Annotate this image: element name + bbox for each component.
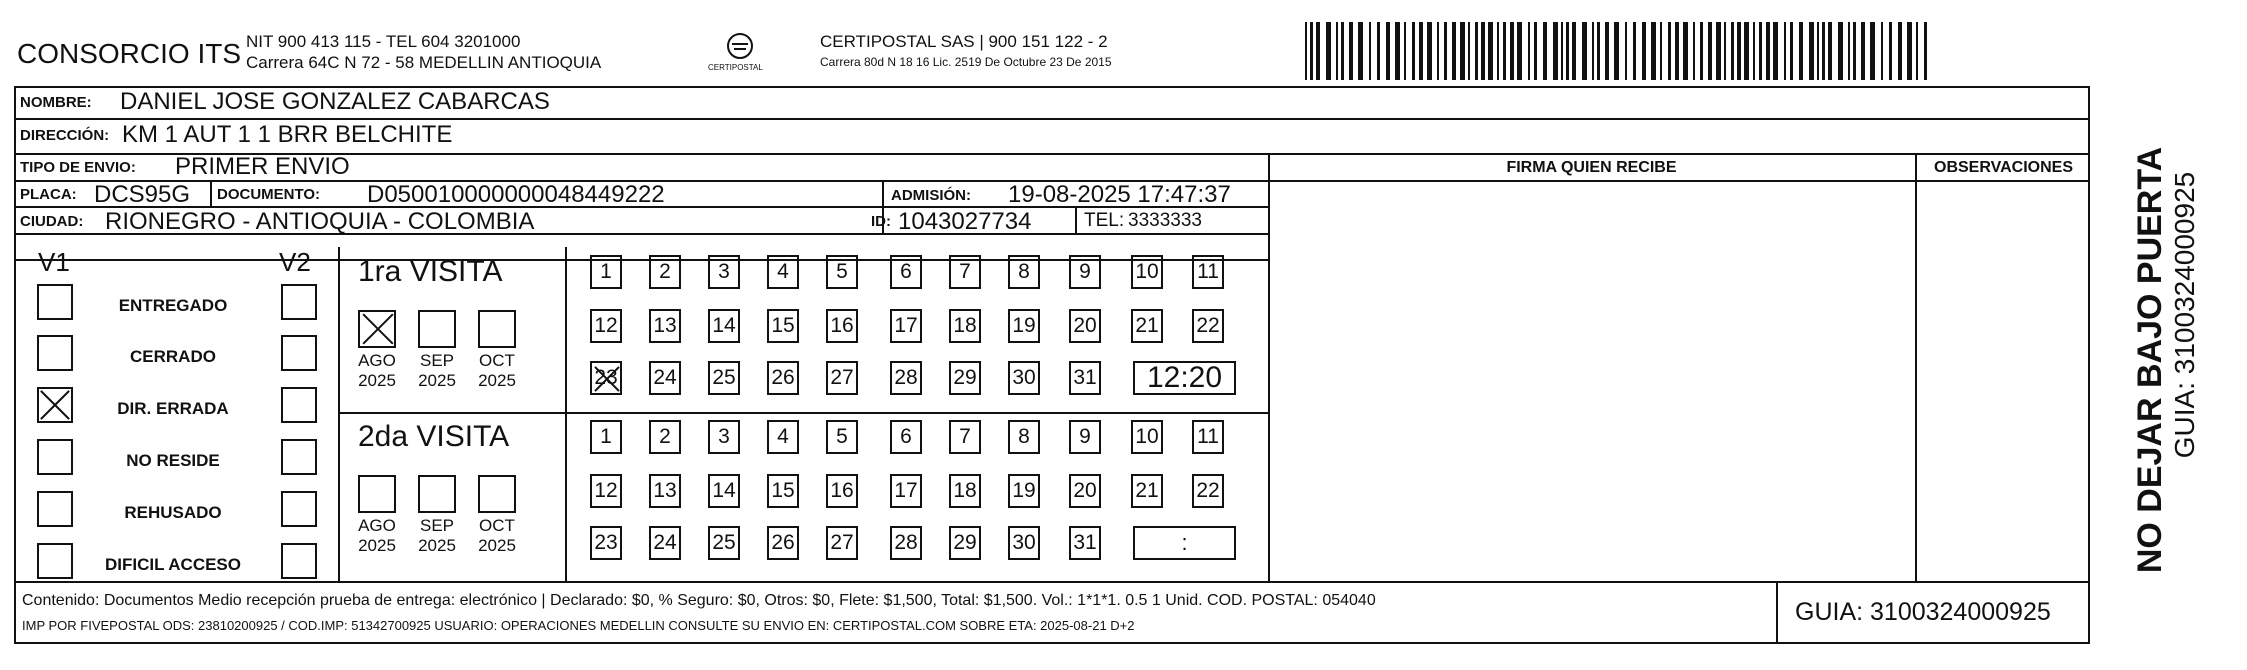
barcode-bar [1822,22,1825,80]
barcode-bar [1766,22,1770,80]
barcode-bar [1737,22,1741,80]
barcode-bar [1817,22,1819,80]
visit-day-box[interactable]: 14 [708,474,740,508]
visit-day-box[interactable]: 18 [949,474,981,508]
barcode-bar [1861,22,1865,80]
visit-day-box[interactable]: 7 [949,255,981,289]
id-label: ID: [871,213,891,230]
visit-day-box[interactable]: 18 [949,309,981,343]
side-guia: GUIA: 3100324000925 [2169,171,2200,459]
month-year: 2025 [478,371,516,390]
visit-day-box[interactable]: 1 [590,255,622,289]
visit-day-box[interactable]: 27 [826,361,858,395]
footer-imp: IMP POR FIVEPOSTAL ODS: 23810200925 / COD.IMP: 51342700925 USUARIO: OPERACIONES MEDELLIN CONSULTE SU ENVIO EN: CERTIPOSTAL.COM SOBRE ETA: 2025-08-21 D+2 [22,618,1135,633]
barcode-bar [1828,22,1832,80]
visit-day-box[interactable]: 5 [826,420,858,454]
status-label: DIFICIL ACCESO [104,555,241,574]
visit-day-box[interactable]: 15 [767,474,799,508]
visit-month-label [413,351,461,391]
barcode-bar [1412,22,1415,80]
visit-day-box[interactable]: 1 [590,420,622,454]
visit-day-box[interactable]: 28 [890,361,922,395]
barcode-bar [1784,22,1786,80]
visit-day-box[interactable]: 23 [590,361,622,395]
visit-day-box[interactable]: 29 [949,361,981,395]
visit-day-box[interactable]: 31 [1069,361,1101,395]
visit-day-box[interactable]: 21 [1131,474,1163,508]
visit-day-box[interactable]: 3 [708,255,740,289]
barcode-bar [1597,22,1600,80]
visit-day-box[interactable]: 11 [1192,255,1224,289]
visit-day-box[interactable]: 15 [767,309,799,343]
barcode-bar [1744,22,1749,80]
visit-day-box[interactable]: 22 [1192,309,1224,343]
visit-day-box[interactable]: 11 [1192,420,1224,454]
visit-day-box[interactable]: 19 [1008,474,1040,508]
barcode-bar [1336,22,1338,80]
status-label: NO RESIDE [126,451,220,470]
observaciones-header: OBSERVACIONES [1934,159,2073,176]
admision-value: 19-08-2025 17:47:37 [1008,181,1231,208]
documento-label: DOCUMENTO: [217,186,321,203]
barcode-bar [1809,22,1814,80]
visit-day-box[interactable]: 26 [767,526,799,560]
month-name: SEP [419,351,455,370]
barcode-bar [1898,22,1902,80]
barcode-bar [1907,22,1912,80]
visit-day-box[interactable]: 12 [590,309,622,343]
barcode-bar [1481,22,1485,80]
barcode-bar [1341,22,1344,80]
barcode-bar [1395,22,1400,80]
visit-month-checkbox[interactable] [358,310,396,348]
barcode-bar [1924,22,1927,80]
month-year: 2025 [358,371,396,390]
visit-month-label [473,516,521,556]
status-label: ENTREGADO [118,296,228,315]
visit-day-box[interactable]: 10 [1131,420,1163,454]
v2-label: V2 [279,247,311,277]
visit-title: 1ra VISITA [358,255,503,288]
admision-label: ADMISIÓN: [891,187,971,204]
visit-day-box[interactable]: 9 [1069,420,1101,454]
barcode-bar [1881,22,1883,80]
month-year: 2025 [358,536,396,555]
month-name: AGO [358,351,396,370]
visit-month-label [353,516,401,556]
tel-value: 3333333 [1128,210,1202,231]
barcode-bar [1660,22,1662,80]
status-v1-checkbox[interactable] [37,543,73,579]
barcode-bar [1437,22,1439,80]
barcode-bar [1753,22,1755,80]
status-label: REHUSADO [124,503,222,522]
visit-day-box[interactable]: 25 [708,526,740,560]
visit-day-box[interactable]: 2 [649,255,681,289]
barcode-bar [1517,22,1522,80]
visit-month-checkbox[interactable] [478,475,516,513]
barcode-bar [1460,22,1465,80]
month-name: OCT [479,351,515,370]
barcode-bar [1614,22,1619,80]
visit-day-box[interactable]: 3 [708,420,740,454]
visit-day-box[interactable]: 16 [826,474,858,508]
month-year: 2025 [418,371,456,390]
company-nit: NIT 900 413 115 - TEL 604 3201000 [246,32,521,51]
visit-day-box[interactable]: 6 [890,255,922,289]
visit-day-box[interactable]: 27 [826,526,858,560]
visit-day-box[interactable]: 23 [590,526,622,560]
visit-month-checkbox[interactable] [418,475,456,513]
visit-day-box[interactable]: 17 [890,309,922,343]
visit-day-box[interactable]: 7 [949,420,981,454]
month-year: 2025 [418,536,456,555]
barcode-bar [1773,22,1778,80]
certipostal-logo [700,28,780,80]
visit-day-box[interactable]: 2 [649,420,681,454]
barcode-bar [1870,22,1875,80]
status-v2-checkbox[interactable] [281,335,317,371]
visit-month-checkbox[interactable] [478,310,516,348]
visit-day-box[interactable]: 19 [1008,309,1040,343]
side-no-dejar: NO DEJAR BAJO PUERTA [2131,146,2169,574]
visit-time-box[interactable]: : [1133,526,1236,560]
visit-day-box[interactable]: 5 [826,255,858,289]
barcode-bar [1731,22,1734,80]
barcode-bar [1693,22,1695,80]
visit-day-box[interactable]: 12 [590,474,622,508]
barcode-bar [1369,22,1371,80]
certipostal-info: CERTIPOSTAL SAS | 900 151 122 - 2 [820,32,1108,51]
barcode-bar [1326,22,1331,80]
status-v1-checkbox[interactable] [37,284,73,320]
barcode-bar [1358,22,1363,80]
barcode-bar [1444,22,1447,80]
visit-time-box[interactable]: 12:20 [1133,361,1236,395]
status-v1-checkbox[interactable] [37,439,73,475]
visit-day-box[interactable]: 21 [1131,309,1163,343]
visit-day-box[interactable]: 31 [1069,526,1101,560]
month-name: SEP [419,516,455,535]
footer-contenido: Contenido: Documentos Medio recepción prueba de entrega: electrónico | Declarado: $0, % Seguro: $0, Otros: $0, Flete: $1,500, Total: $1,500. Vol.: 1*1*1. 0.5 1 Unid. COD. POSTAL: 054040 [22,592,1376,609]
barcode-bar [1853,22,1856,80]
month-year: 2025 [478,536,516,555]
barcode-bar [1700,22,1703,80]
barcode-bar [1572,22,1576,80]
tel-label: TEL: [1084,210,1125,231]
barcode-bar [1468,22,1470,80]
visit-day-box[interactable]: 13 [649,474,681,508]
visit-day-box[interactable]: 10 [1131,255,1163,289]
status-v2-checkbox[interactable] [281,543,317,579]
visit-day-box[interactable]: 20 [1069,309,1101,343]
status-v2-checkbox[interactable] [281,439,317,475]
visit-day-box[interactable]: 4 [767,255,799,289]
placa-label: PLACA: [20,186,77,203]
barcode-bar [1310,22,1313,80]
visit-day-box[interactable]: 25 [708,361,740,395]
barcode-bar [1419,22,1423,80]
visit-month-label [473,351,521,391]
direccion-value: KM 1 AUT 1 1 BRR BELCHITE [122,121,453,148]
visit-day-box[interactable]: 20 [1069,474,1101,508]
barcode-bar [1386,22,1390,80]
barcode-bar [1377,22,1380,80]
barcode-bar [1582,22,1587,80]
month-name: AGO [358,516,396,535]
placa-value: DCS95G [94,181,191,208]
status-v1-checkbox[interactable] [37,491,73,527]
visit-month-label [413,516,461,556]
barcode-bar [1316,22,1320,80]
visit-month-checkbox[interactable] [418,310,456,348]
visit-day-box[interactable]: 30 [1008,361,1040,395]
barcode-bar [1427,22,1432,80]
barcode-bar [1675,22,1679,80]
visit-day-box[interactable]: 29 [949,526,981,560]
tipo-envio-value: PRIMER ENVIO [175,153,350,180]
footer-guia: GUIA: 3100324000925 [1795,598,2051,626]
visit-month-label [353,351,401,391]
visit-day-box[interactable]: 17 [890,474,922,508]
visit-day-box[interactable]: 24 [649,526,681,560]
status-v2-checkbox[interactable] [281,387,317,423]
barcode [1305,22,1933,80]
barcode-bar [1790,22,1793,80]
ciudad-label: CIUDAD: [20,213,84,230]
barcode-bar [1553,22,1558,80]
documento-value: D050010000000048449222 [367,181,665,208]
barcode-bar [1916,22,1918,80]
barcode-bar [1716,22,1721,80]
ciudad-value: RIONEGRO - ANTIOQUIA - COLOMBIA [105,208,535,235]
direccion-label: DIRECCIÓN: [20,127,110,144]
logo-text: CERTIPOSTAL [708,63,763,72]
visit-day-box[interactable]: 26 [767,361,799,395]
barcode-bar [1497,22,1499,80]
status-label: CERRADO [130,347,216,366]
visit-day-box[interactable]: 4 [767,420,799,454]
status-label: DIR. ERRADA [117,399,229,418]
visit-day-box[interactable]: 30 [1008,526,1040,560]
status-v1-checkbox[interactable] [37,387,73,423]
barcode-bar [1651,22,1656,80]
barcode-bar [1349,22,1353,80]
barcode-bar [1566,22,1569,80]
status-v2-checkbox[interactable] [281,284,317,320]
barcode-bar [1503,22,1506,80]
status-v1-checkbox[interactable] [37,335,73,371]
barcode-bar [1561,22,1563,80]
month-name: OCT [479,516,515,535]
barcode-bar [1642,22,1646,80]
visit-day-box[interactable]: 16 [826,309,858,343]
barcode-bar [1452,22,1456,80]
firma-header: FIRMA QUIEN RECIBE [1506,159,1677,176]
barcode-bar [1724,22,1726,80]
barcode-bar [1799,22,1803,80]
company-name: CONSORCIO ITS [17,38,242,69]
barcode-bar [1543,22,1547,80]
company-address: Carrera 64C N 72 - 58 MEDELLIN ANTIOQUIA [246,53,602,72]
visit-day-box[interactable]: 28 [890,526,922,560]
certipostal-address: Carrera 80d N 18 16 Lic. 2519 De Octubre 23 De 2015 [820,55,1112,69]
barcode-bar [1759,22,1762,80]
barcode-bar [1633,22,1636,80]
visit-day-box[interactable]: 8 [1008,255,1040,289]
barcode-bar [1528,22,1530,80]
barcode-bar [1625,22,1627,80]
barcode-bar [1668,22,1671,80]
visit-day-box[interactable]: 6 [890,420,922,454]
barcode-bar [1889,22,1892,80]
barcode-bar [1605,22,1609,80]
tipo-envio-label: TIPO DE ENVIO: [20,159,136,176]
barcode-bar [1708,22,1712,80]
barcode-bar [1534,22,1537,80]
barcode-bar [1592,22,1594,80]
barcode-bar [1488,22,1493,80]
nombre-value: DANIEL JOSE GONZALEZ CABARCAS [120,88,550,115]
visit-title: 2da VISITA [358,420,510,453]
visit-day-box[interactable]: 24 [649,361,681,395]
barcode-bar [1838,22,1843,80]
barcode-bar [1475,22,1478,80]
status-v2-checkbox[interactable] [281,491,317,527]
v1-label: V1 [38,247,70,277]
visit-day-box[interactable]: 8 [1008,420,1040,454]
barcode-bar [1510,22,1514,80]
visit-day-box[interactable]: 9 [1069,255,1101,289]
certipostal-logo-icon [700,28,780,80]
visit-day-box[interactable]: 13 [649,309,681,343]
barcode-bar [1848,22,1850,80]
visit-month-checkbox[interactable] [358,475,396,513]
nombre-label: NOMBRE: [20,94,92,111]
barcode-bar [1683,22,1688,80]
barcode-bar [1404,22,1406,80]
visit-day-box[interactable]: 22 [1192,474,1224,508]
visit-day-box[interactable]: 14 [708,309,740,343]
barcode-bar [1305,22,1307,80]
id-value: 1043027734 [898,208,1032,235]
